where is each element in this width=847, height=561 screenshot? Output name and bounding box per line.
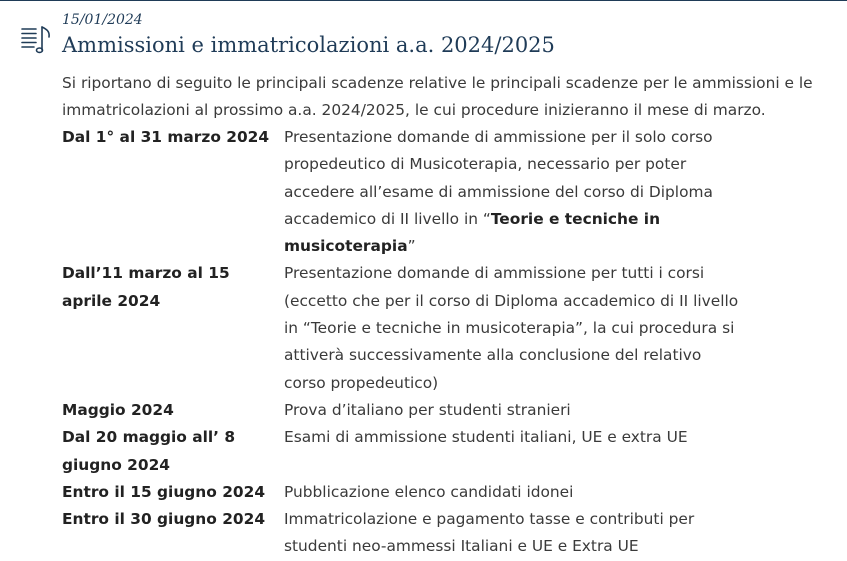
course-name-bold: Teorie e tecniche in musicoterapia: [284, 209, 661, 256]
deadline-description: Esami di ammissione studenti italiani, UE e extra UE: [284, 428, 688, 447]
deadline-description: Presentazione domande di ammissione per tutti i corsi (eccetto che per il corso di Diploma accademico di II livello in “Teorie e tecniche in musicoterapia”, la cui procedura si attiverà successivamente alla conclusione del relativo corso propedeutico): [284, 264, 739, 392]
deadline-period: Dal 1° al 31 marzo 2024: [62, 128, 270, 146]
deadline-description: [284, 124, 742, 260]
description-text: Presentazione domande di ammissione per il solo corso propedeutico di Musicoterapia, necessario per poter accedere all’esame di ammissione del corso di Diploma accademico di II livello in “: [284, 128, 713, 228]
deadline-period: Entro il 15 giugno 2024: [62, 482, 266, 501]
deadline-period: Entro il 30 giugno 2024: [62, 510, 266, 529]
table-row: [62, 260, 742, 396]
table-row: [62, 506, 742, 561]
deadline-description: Immatricolazione e pagamento tasse e contributi per studenti neo-ammessi Italiani e UE e Extra UE: [284, 510, 695, 556]
post-title[interactable]: Ammissioni e immatricolazioni a.a. 2024/2025: [62, 33, 555, 57]
top-divider: [0, 0, 847, 1]
table-row: [62, 424, 742, 479]
music-note-list-icon: [20, 24, 54, 54]
deadline-period: Maggio 2024: [62, 400, 174, 419]
deadline-description: Prova d’italiano per studenti stranieri: [284, 400, 571, 419]
deadlines-table: [62, 124, 742, 561]
deadline-period: Dal 20 maggio all’ 8 giugno 2024: [62, 428, 236, 474]
intro-paragraph: Si riportano di seguito le principali scadenze relative le principali scadenze per le ammissioni e le immatricolazioni al prossimo a.a. 2024/2025, le cui procedure inizieranno il mese di marzo.: [62, 74, 813, 119]
table-row: [62, 124, 742, 260]
deadline-description: Pubblicazione elenco candidati idonei: [284, 482, 574, 501]
table-row: [62, 479, 742, 506]
deadline-period: Dall’11 marzo al 15 aprile 2024: [62, 264, 230, 310]
table-row: [62, 397, 742, 424]
post-date: 15/01/2024: [62, 12, 143, 28]
closing-quote: ”: [407, 237, 416, 256]
